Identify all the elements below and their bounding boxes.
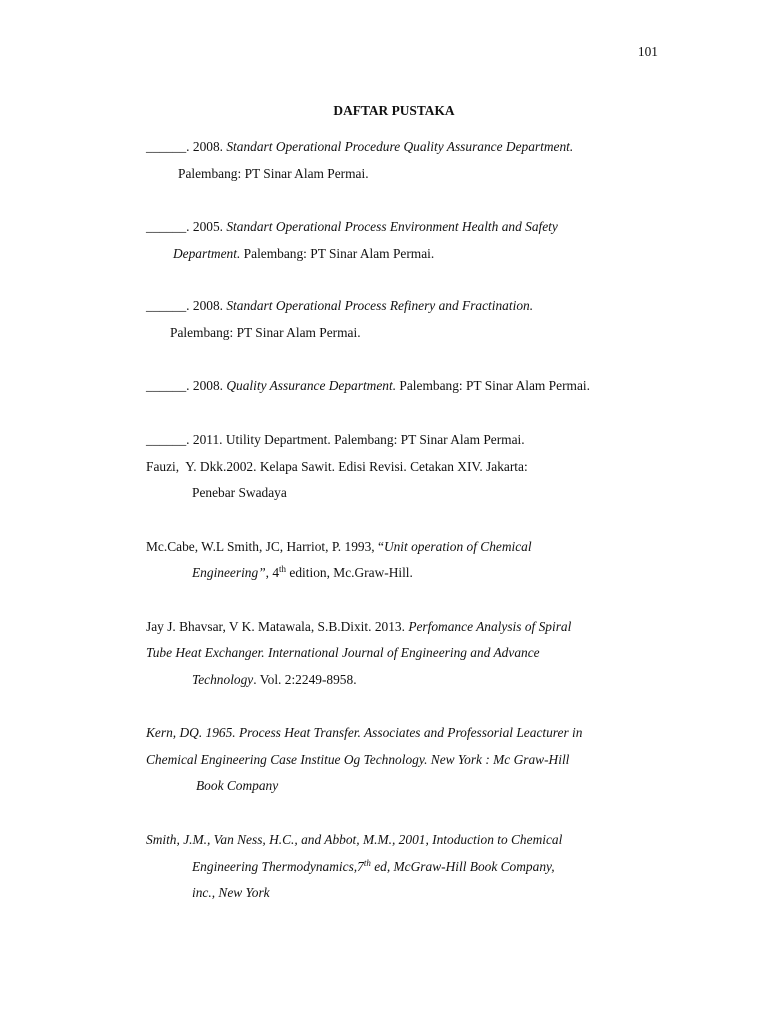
ref-text: Book Company — [196, 778, 279, 793]
ref-author-year: ______. 2005. — [146, 219, 227, 234]
ref-title: Quality Assurance Department. — [226, 378, 397, 393]
ref-title: Unit operation of Chemical — [383, 539, 532, 554]
ref-author-year: Mc.Cabe, W.L Smith, JC, Harriot, P. 1993, “ — [146, 539, 384, 554]
ref-title: Engineering” — [192, 565, 266, 580]
ref-title: Perfomance Analysis of Spiral — [408, 619, 572, 634]
ref-edition: , 4 — [265, 565, 280, 580]
reference-4-line-1 — [146, 378, 590, 394]
reference-8-line-2 — [146, 645, 540, 661]
ref-volume: . Vol. 2:2249-8958. — [253, 672, 357, 687]
reference-6-line-2: Penebar Swadaya — [192, 485, 287, 500]
reference-1-line-1 — [146, 139, 573, 155]
ref-title: Standart Operational Process Environment Health and Safety — [226, 219, 558, 234]
ref-author-year: Jay J. Bhavsar, V K. Matawala, S.B.Dixit. 2013. — [146, 619, 409, 634]
reference-9-line-2 — [146, 752, 569, 768]
ref-publisher: Palembang: PT Sinar Alam Permai. — [396, 378, 590, 393]
reference-1-line-2: Palembang: PT Sinar Alam Permai. — [178, 166, 369, 181]
ref-title: Engineering Thermodynamics,7 — [192, 859, 364, 874]
ref-text — [192, 859, 555, 874]
page-title: DAFTAR PUSTAKA — [333, 103, 455, 118]
ref-author-year: ______. 2008. — [146, 378, 227, 393]
reference-10-line-3 — [192, 885, 270, 901]
ref-title: Department. — [173, 246, 241, 261]
reference-10-line-1 — [146, 832, 562, 848]
reference-3-line-2: Palembang: PT Sinar Alam Permai. — [170, 325, 361, 340]
ref-publisher: ed, McGraw-Hill Book Company, — [370, 859, 555, 874]
ref-text: Chemical Engineering Case Institue Og Technology. New York : Mc Graw-Hill — [146, 752, 570, 767]
reference-5-line-1: ______. 2011. Utility Department. Palembang: PT Sinar Alam Permai. — [146, 432, 525, 447]
ref-author-year: ______. 2008. — [146, 139, 227, 154]
reference-7-line-1 — [146, 539, 532, 555]
page-number: 101 — [637, 44, 658, 59]
ref-title: Standart Operational Process Refinery and Fractination. — [226, 298, 534, 313]
ref-text: inc., New York — [192, 885, 270, 900]
ref-publisher: Palembang: PT Sinar Alam Permai. — [240, 246, 435, 261]
ref-publisher: edition, Mc.Graw-Hill. — [286, 565, 413, 580]
reference-8-line-3 — [192, 672, 357, 688]
reference-7-line-2 — [192, 565, 413, 581]
reference-8-line-1 — [146, 619, 571, 635]
reference-9-line-1 — [146, 725, 582, 741]
reference-10-line-2 — [192, 859, 555, 875]
ref-title: Technology — [192, 672, 254, 687]
ref-text: Smith, J.M., Van Ness, H.C., and Abbot, M.M., 2001, Intoduction to Chemical — [146, 832, 563, 847]
reference-2-line-1 — [146, 219, 558, 235]
ref-title: Tube Heat Exchanger. International Journal of Engineering and Advance — [146, 645, 540, 660]
reference-2-line-2 — [173, 246, 434, 262]
reference-6-line-1: Fauzi, Y. Dkk.2002. Kelapa Sawit. Edisi Revisi. Cetakan XIV. Jakarta: — [146, 459, 528, 474]
ordinal-suffix: th — [279, 564, 287, 574]
reference-9-line-3 — [196, 778, 278, 794]
ref-author-year: ______. 2008. — [146, 298, 227, 313]
ordinal-suffix: th — [363, 858, 371, 868]
ref-text: Kern, DQ. 1965. Process Heat Transfer. Associates and Professorial Leacturer in — [146, 725, 583, 740]
reference-3-line-1 — [146, 298, 533, 314]
ref-title: Standart Operational Procedure Quality Assurance Department. — [226, 139, 574, 154]
